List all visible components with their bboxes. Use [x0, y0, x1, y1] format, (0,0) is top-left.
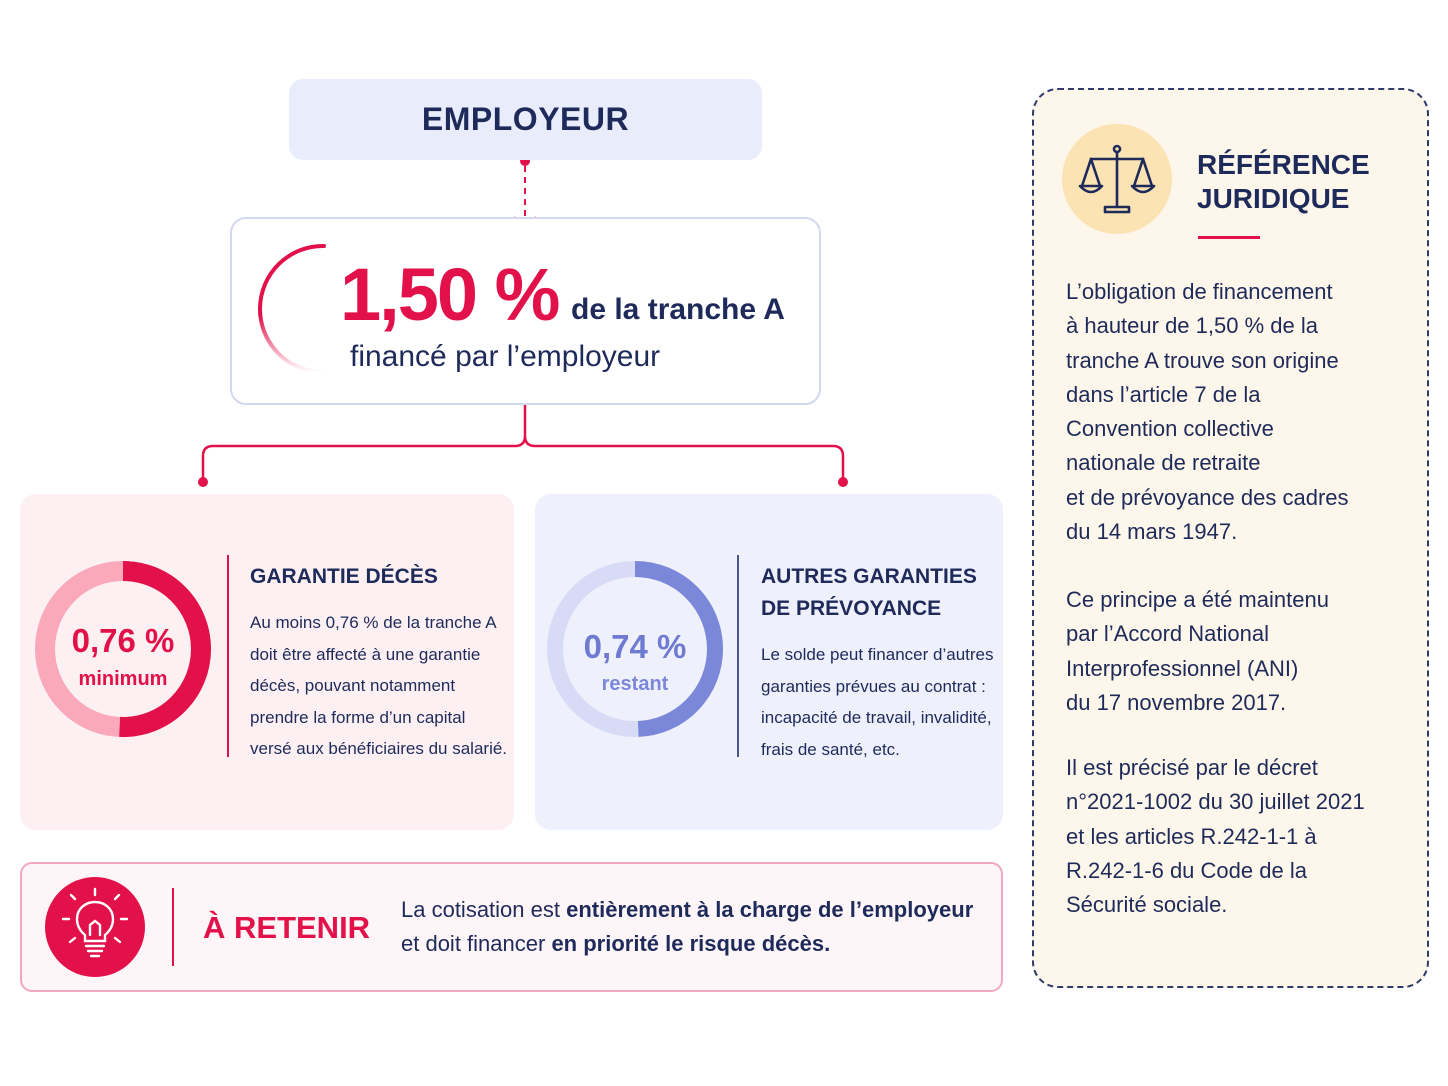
lightbulb-icon [45, 877, 145, 977]
retenir-line-1-plain: La cotisation est [401, 897, 567, 922]
main-tranche-label: de la tranche A [571, 293, 785, 326]
connector-branch [203, 405, 843, 478]
reference-line: par l’Accord National [1066, 621, 1269, 647]
reference-line: et les articles R.242-1-1 à [1066, 823, 1317, 849]
reference-line: à hauteur de 1,50 % de la [1066, 313, 1318, 339]
reference-line: Interprofessionnel (ANI) [1066, 655, 1299, 681]
retenir-line-1-bold: entièrement à la charge de l’employeur [566, 897, 974, 922]
scales-icon [1062, 124, 1172, 234]
reference-line: R.242-1-6 du Code de la [1066, 857, 1307, 883]
reference-line: et de prévoyance des cadres [1066, 484, 1349, 510]
deces-sub: minimum [78, 668, 168, 690]
reference-line: nationale de retraite [1066, 450, 1261, 476]
autres-title [761, 561, 977, 625]
reference-line: Ce principe a été maintenu [1066, 587, 1329, 612]
autres-line: Le solde peut financer d’autres [761, 645, 994, 664]
deces-line: Au moins 0,76 % de la tranche A [250, 613, 497, 632]
retenir-line-1 [401, 897, 973, 923]
retenir-title: À RETENIR [203, 910, 371, 945]
retenir-line-2 [401, 931, 830, 957]
employeur-label: EMPLOYEUR [421, 101, 630, 137]
reference-title-underline [1198, 236, 1260, 239]
reference-line: du 14 mars 1947. [1066, 519, 1238, 545]
connector-dot-left [198, 477, 208, 487]
autres-title-line: AUTRES GARANTIES [761, 565, 977, 588]
reference-paragraph-2 [1066, 583, 1406, 720]
deces-divider [227, 555, 229, 757]
reference-title [1197, 148, 1370, 216]
autres-body [761, 639, 1001, 765]
reference-paragraph-3 [1066, 751, 1406, 922]
reference-line: n°2021-1002 du 30 juillet 2021 [1066, 789, 1365, 815]
retenir-divider [172, 888, 174, 966]
reference-line: tranche A trouve son origine [1066, 347, 1339, 373]
deces-line: doit être affecté à une garantie [250, 644, 481, 664]
deces-line: décès, pouvant notamment [250, 676, 456, 695]
autres-line: garanties prévues au contrat : [761, 676, 986, 696]
reference-title-line: RÉFÉRENCE [1197, 149, 1370, 180]
reference-line: L’obligation de financement [1066, 279, 1333, 304]
deces-title: GARANTIE DÉCÈS [250, 565, 438, 588]
reference-line: Convention collective [1066, 416, 1274, 442]
retenir-line-2-bold: en priorité le risque décès. [551, 931, 831, 956]
deces-line: prendre la forme d’un capital [250, 707, 466, 727]
connector-dot-right [838, 477, 848, 487]
main-finance-label: financé par l’employeur [350, 340, 661, 373]
reference-line: Il est précisé par le décret [1066, 755, 1318, 780]
rate-arc-decoration [250, 235, 350, 385]
retenir-box [20, 862, 1003, 992]
autres-line: frais de santé, etc. [761, 739, 900, 759]
autres-sub: restant [601, 673, 669, 695]
reference-line: du 17 novembre 2017. [1066, 689, 1287, 715]
deces-line: versé aux bénéficiaires du salarié. [250, 739, 508, 758]
deces-body [250, 607, 510, 765]
autres-divider [737, 555, 739, 757]
autres-title-line: DE PRÉVOYANCE [761, 597, 942, 620]
employeur-header [289, 79, 762, 160]
retenir-line-2-plain: et doit financer [401, 931, 552, 956]
deces-value: 0,76 % [71, 622, 175, 659]
autres-line: incapacité de travail, invalidité, [761, 708, 992, 727]
reference-paragraph-1 [1066, 275, 1406, 549]
reference-line: Sécurité sociale. [1066, 892, 1228, 918]
autres-value: 0,74 % [583, 628, 687, 665]
reference-title-line: JURIDIQUE [1197, 183, 1350, 214]
main-percent: 1,50 % [340, 253, 559, 336]
reference-line: dans l’article 7 de la [1066, 381, 1261, 407]
